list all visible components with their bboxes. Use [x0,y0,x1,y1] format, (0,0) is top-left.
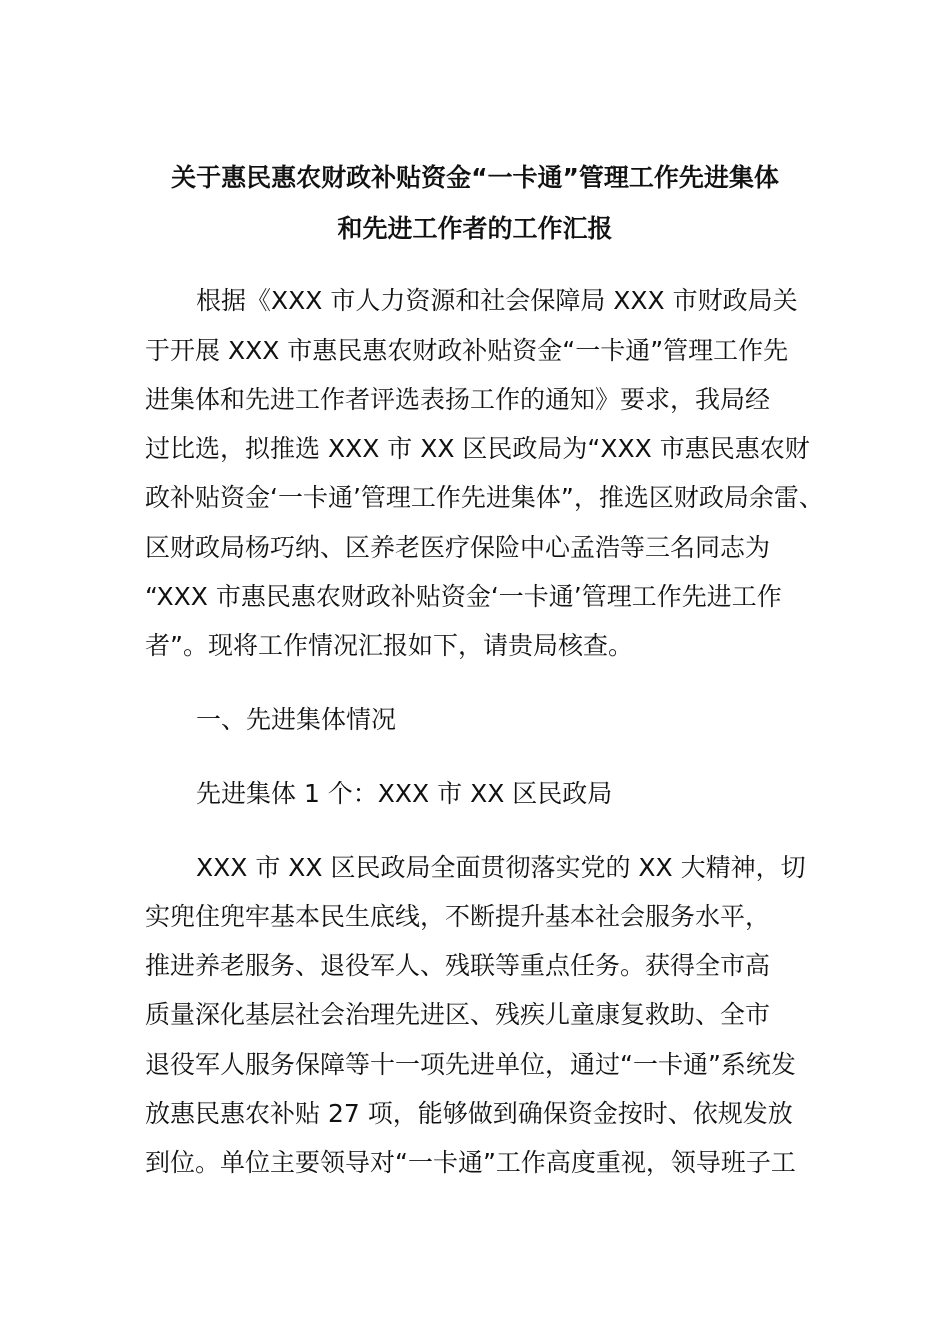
section-subheading-1: 先进集体 1 个：XXX 市 XX 区民政局 [196,779,613,808]
para1-line-2: 于开展 XXX 市惠民惠农财政补贴资金“一卡通”管理工作先 [145,336,789,365]
para2-line-2: 实兜住兜牢基本民生底线，不断提升基本社会服务水平， [145,902,771,931]
para1-line-5: 政补贴资金‘一卡通’管理工作先进集体”，推选区财政局余雷、 [145,483,824,512]
para2-line-4: 质量深化基层社会治理先进区、残疾儿童康复救助、全市 [145,1000,771,1029]
para2-line-1: XXX 市 XX 区民政局全面贯彻落实党的 XX 大精神，切 [196,853,806,882]
para1-line-1: 根据《XXX 市人力资源和社会保障局 XXX 市财政局关 [196,286,798,315]
para1-line-7: “XXX 市惠民惠农财政补贴资金‘一卡通’管理工作先进工作 [145,582,782,611]
para1-line-4: 过比选，拟推选 XXX 市 XX 区民政局为“XXX 市惠民惠农财 [145,434,810,463]
document-title-line-2: 和先进工作者的工作汇报 [337,214,613,243]
para2-line-5: 退役军人服务保障等十一项先进单位，通过“一卡通”系统发 [145,1050,796,1079]
section-heading-1: 一、先进集体情况 [196,705,397,734]
para2-line-7: 到位。单位主要领导对“一卡通”工作高度重视，领导班子工 [145,1148,796,1177]
para2-line-6: 放惠民惠农补贴 27 项，能够做到确保资金按时、依规发放 [145,1099,793,1128]
para2-line-3: 推进养老服务、退役军人、残联等重点任务。获得全市高 [145,951,771,980]
document-title-line-1: 关于惠民惠农财政补贴资金“一卡通”管理工作先进集体 [171,163,779,192]
para1-line-3: 进集体和先进工作者评选表扬工作的通知》要求，我局经 [145,385,771,414]
para1-line-8: 者”。现将工作情况汇报如下，请贵局核查。 [145,631,633,660]
para1-line-6: 区财政局杨巧纳、区养老医疗保险中心孟浩等三名同志为 [145,533,771,562]
